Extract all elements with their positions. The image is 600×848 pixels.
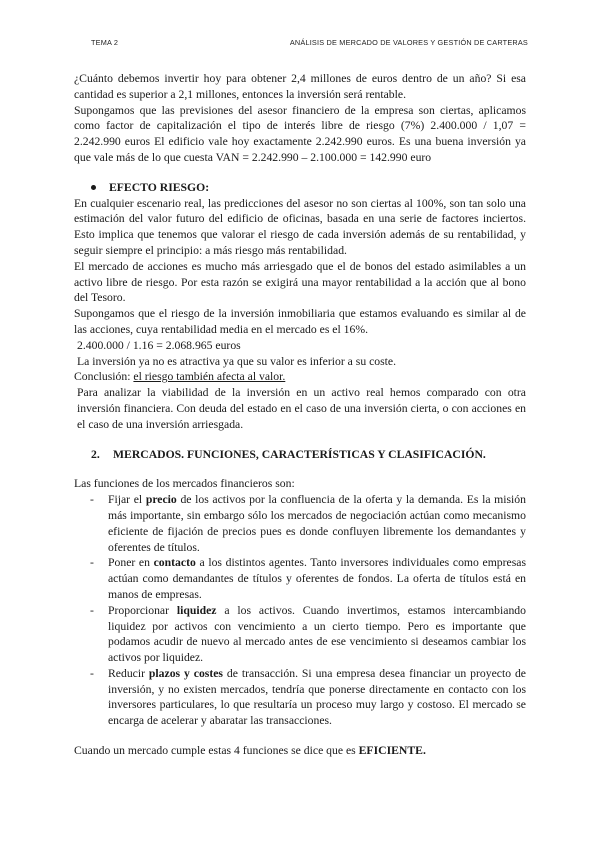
header-course-title: ANÁLISIS DE MERCADO DE VALORES Y GESTIÓN DE CARTERAS bbox=[289, 38, 528, 47]
list-item bbox=[74, 555, 526, 602]
efecto-paragraph-3: Supongamos que el riesgo de la inversión inmobiliaria que estamos evaluando es similar al de las acciones, cuya rentabilidad media en el mercado es el 16%. bbox=[74, 307, 526, 336]
list-item-keyword: precio bbox=[145, 493, 177, 507]
list-item-text: Reducir bbox=[108, 666, 149, 680]
section-2-intro: Las funciones de los mercados financieros son: bbox=[74, 477, 295, 491]
list-item-text: de transacción. Si una empresa desea financiar un proyecto de inversión, y no existen mercados, tendría que ponerse directamente en contacto con los inversores particulares, lo que resultaría un proceso muy largo y costoso. El mercado se encarga de acelerar y abaratar las transacciones. bbox=[108, 666, 526, 728]
list-item bbox=[74, 492, 526, 555]
conclusion-label: Conclusión: bbox=[74, 370, 131, 384]
list-item-text: de los activos por la confluencia de la oferta y la demanda. Es la misión más importante, sin embargo sólo los mercados de negociación actúan como mecanismo eficiente de fijación de precios pues es donde confluyen libremente los demandantes y oferentes de títulos. bbox=[108, 493, 526, 554]
efecto-paragraph-1: En cualquier escenario real, las predicciones del asesor no son ciertas al 100%, son tan solo una estimación del valor futuro del edificio de oficinas, basada en una serie de factores inciertos. Esto implica que tenemos que valorar el riesgo de cada inversión además de su rentabilidad, y seguir siempre el principio: a más riesgo más rentabilidad. bbox=[74, 196, 526, 257]
list-item-keyword: plazos y costes bbox=[148, 666, 223, 680]
closing-sentence bbox=[74, 743, 526, 759]
page-content bbox=[74, 71, 526, 759]
closing-keyword: EFICIENTE. bbox=[358, 744, 426, 758]
list-item bbox=[74, 603, 526, 666]
dash-bullet: - bbox=[90, 666, 94, 680]
dash-bullet: - bbox=[90, 603, 94, 617]
list-item-text: a los activos. Cuando invertimos, estamos intercambiando liquidez por activos con vencimiento a un cierto tiempo. Pero es importante que podamos acudir de nuevo al mercado antes de ese vencimiento si deseamos cambiar los activos por liquidez. bbox=[108, 603, 526, 665]
efecto-paragraph-2: El mercado de acciones es mucho más arriesgado que el de bonos del estado asimilables a un activo libre de riesgo. Por esta razón se exigirá una mayor rentabilidad a la acción que al bono del Tesoro. bbox=[74, 259, 526, 305]
list-item-text: Poner en bbox=[108, 556, 154, 570]
intro-calculation-paragraph: Supongamos que las previsiones del asesor financiero de la empresa son ciertas, aplicamos como factor de capitalización el tipo de interés libre de riesgo (7%) 2.400.000 / 1,07 = 2.242.990 euros El edificio vale hoy exactamente 2.242.990 euros. Es una buena inversión ya que vale más de lo que cuesta VAN = 2.242.990 – 2.100.000 = 142.990 euro bbox=[74, 103, 526, 164]
functions-list bbox=[74, 492, 526, 729]
efecto-riesgo-heading-text: EFECTO RIESGO: bbox=[109, 180, 210, 194]
dash-bullet: - bbox=[90, 556, 94, 570]
list-item bbox=[74, 666, 526, 729]
conclusion-text: el riesgo también afecta al valor. bbox=[133, 370, 286, 384]
closing-text: Cuando un mercado cumple estas 4 funciones se dice que es bbox=[74, 744, 359, 758]
efecto-conclusion bbox=[74, 369, 526, 385]
section-2-title: MERCADOS. FUNCIONES, CARACTERÍSTICAS Y CLASIFICACIÓN. bbox=[113, 447, 486, 461]
list-item-keyword: liquidez bbox=[176, 603, 217, 617]
efecto-not-attractive: La inversión ya no es atractiva ya que su valor es inferior a su coste. bbox=[77, 354, 397, 368]
header-topic: TEMA 2 bbox=[91, 38, 119, 47]
efecto-riesgo-heading bbox=[91, 180, 526, 196]
efecto-calculation: 2.400.000 / 1.16 = 2.068.965 euros bbox=[77, 338, 241, 352]
section-2-number: 2. bbox=[91, 447, 100, 461]
dash-bullet: - bbox=[90, 493, 94, 507]
list-item-text: a los distintos agentes. Tanto inversores individuales como empresas actúan como demandantes de títulos y oferentes de fondos. La oferta de títulos está en manos de empresas. bbox=[108, 556, 526, 601]
list-item-text: Fijar el bbox=[108, 493, 146, 507]
efecto-paragraph-4: Para analizar la viabilidad de la inversión en un activo real hemos comparado con otra inversión financiera. Con deuda del estado en el caso de una inversión cierta, o con acciones en el caso de una inversión arriesgada. bbox=[77, 386, 526, 431]
section-2-heading bbox=[91, 447, 526, 463]
list-item-text: Proporcionar bbox=[108, 603, 177, 617]
list-item-keyword: contacto bbox=[153, 556, 196, 570]
intro-question-paragraph: ¿Cuánto debemos invertir hoy para obtener 2,4 millones de euros dentro de un año? Si esa cantidad es superior a 2,1 millones, entonces la inversión será rentable. bbox=[74, 72, 526, 101]
bullet-icon bbox=[91, 185, 96, 190]
